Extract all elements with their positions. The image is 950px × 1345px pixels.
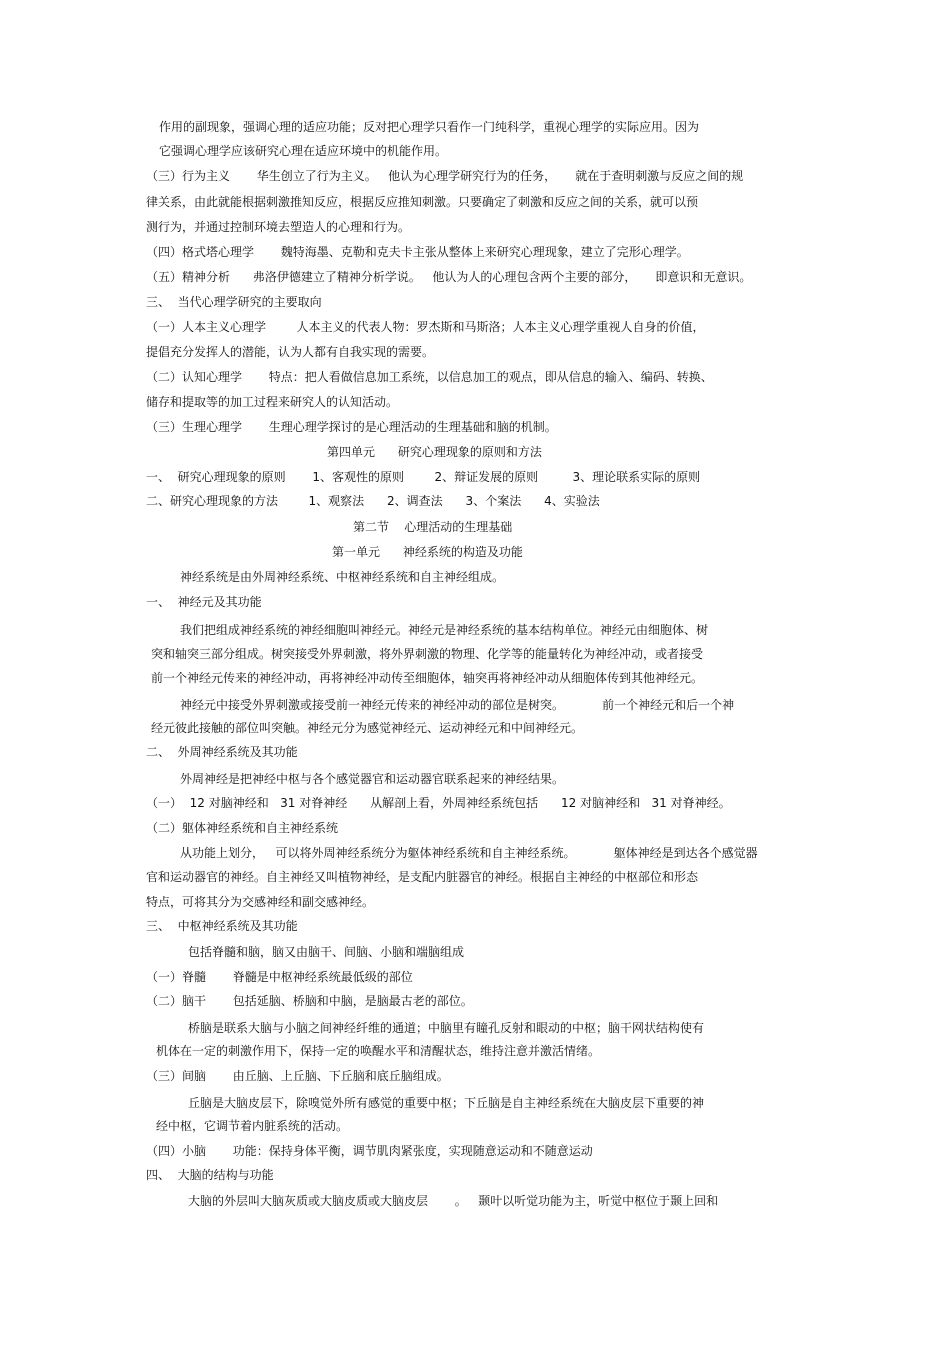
- text-line: 特点，可将其分为交感神经和副交感神经。: [146, 895, 375, 909]
- text-line: 桥脑是联系大脑与小脑之间神经纤维的通道；中脑里有瞳孔反射和眼动的中枢；脑干网状结构使有: [188, 1021, 705, 1035]
- text-line: （一）脊髓 脊髓是中枢神经系统最低级的部位: [146, 970, 413, 984]
- section-heading: 一、 神经元及其功能: [146, 595, 262, 609]
- text-line: （一） 12 对脑神经和 31 对脊神经 从解剖上看，外周神经系统包括 12 对脑神经和 31 对脊神经。: [146, 796, 731, 810]
- text-line: （四）小脑 功能：保持身体平衡，调节肌肉紧张度，实现随意运动和不随意运动: [146, 1144, 593, 1158]
- text-line: 储存和提取等的加工过程来研究人的认知活动。: [146, 395, 399, 409]
- text-line: （三）间脑 由丘脑、上丘脑、下丘脑和底丘脑组成。: [146, 1069, 449, 1083]
- text-line: 机体在一定的刺激作用下，保持一定的唤醒水平和清醒状态，维持注意并激活情绪。: [156, 1044, 601, 1058]
- text-line: 经元彼此接触的部位叫突触。神经元分为感觉神经元、运动神经元和中间神经元。: [151, 721, 584, 735]
- text-line: 从功能上划分， 可以将外周神经系统分为躯体神经系统和自主神经系统。 躯体神经是到达各个感觉器: [180, 846, 758, 860]
- text-line: （五）精神分析 弗洛伊德建立了精神分析学说。 他认为人的心理包含两个主要的部分， 即意识和无意识。: [146, 270, 752, 284]
- section-heading: 三、 当代心理学研究的主要取向: [146, 295, 322, 309]
- text-line: 神经元中接受外界刺激或接受前一神经元传来的神经冲动的部位是树突。 前一个神经元和后一个神: [180, 698, 735, 712]
- text-line: （三）生理心理学 生理心理学探讨的是心理活动的生理基础和脑的机制。: [146, 420, 557, 434]
- section-heading: 第二节 心理活动的生理基础: [353, 520, 513, 534]
- text-line: 突和轴突三部分组成。树突接受外界刺激，将外界刺激的物理、化学等的能量转化为神经冲动，或者接受: [151, 647, 704, 661]
- text-line: 外周神经是把神经中枢与各个感觉器官和运动器官联系起来的神经结果。: [180, 772, 565, 786]
- text-line: 提倡充分发挥人的潜能，认为人都有自我实现的需要。: [146, 345, 435, 359]
- text-line: （二）躯体神经系统和自主神经系统: [146, 821, 339, 835]
- text-line: 我们把组成神经系统的神经细胞叫神经元。神经元是神经系统的基本结构单位。神经元由细胞体、树: [180, 623, 709, 637]
- text-line: 神经系统是由外周神经系统、中枢神经系统和自主神经组成。: [180, 570, 505, 584]
- section-heading: 二、 外周神经系统及其功能: [146, 745, 298, 759]
- text-line: 作用的副现象，强调心理的适应功能；反对把心理学只看作一门纯科学，重视心理学的实际应用。因为: [159, 120, 700, 134]
- text-line: 丘脑是大脑皮层下，除嗅觉外所有感觉的重要中枢；下丘脑是自主神经系统在大脑皮层下重要的神: [188, 1096, 705, 1110]
- section-heading: 三、 中枢神经系统及其功能: [146, 919, 298, 933]
- unit-heading: 第一单元 神经系统的构造及功能: [332, 545, 523, 559]
- text-line: 一、 研究心理现象的原则 1、客观性的原则 2、辩证发展的原则 3、理论联系实际的原则: [146, 470, 701, 484]
- section-heading: 四、 大脑的结构与功能: [146, 1168, 274, 1182]
- text-line: 测行为，并通过控制环境去塑造人的心理和行为。: [146, 220, 411, 234]
- text-line: （三）行为主义 华生创立了行为主义。 他认为心理学研究行为的任务， 就在于查明刺激与反应之间的规: [146, 169, 744, 183]
- unit-heading: 第四单元 研究心理现象的原则和方法: [327, 445, 542, 459]
- text-line: 二、研究心理现象的方法 1、观察法 2、调查法 3、个案法 4、实验法: [146, 494, 600, 508]
- text-line: 包括脊髓和脑，脑又由脑干、间脑、小脑和端脑组成: [188, 945, 465, 959]
- text-line: 它强调心理学应该研究心理在适应环境中的机能作用。: [159, 144, 448, 158]
- text-line: 前一个神经元传来的神经冲动，再将神经冲动传至细胞体，轴突再将神经冲动从细胞体传到其他神经元。: [151, 671, 704, 685]
- text-line: 官和运动器官的神经。自主神经又叫植物神经，是支配内脏器官的神经。根据自主神经的中枢部位和形态: [146, 870, 699, 884]
- text-line: （四）格式塔心理学 魏特海墨、克勒和克夫卡主张从整体上来研究心理现象，建立了完形心理学。: [146, 245, 689, 259]
- text-line: 大脑的外层叫大脑灰质或大脑皮质或大脑皮层 。 颞叶以听觉功能为主，听觉中枢位于颞上回和: [188, 1194, 719, 1208]
- text-line: （二）认知心理学 特点：把人看做信息加工系统，以信息加工的观点，即从信息的输入、编码、转换、: [146, 370, 713, 384]
- text-line: 经中枢，它调节着内脏系统的活动。: [156, 1119, 349, 1133]
- text-line: （二）脑干 包括延脑、桥脑和中脑，是脑最古老的部位。: [146, 994, 473, 1008]
- text-line: 律关系，由此就能根据刺激推知反应，根据反应推知刺激。只要确定了刺激和反应之间的关系，就可以预: [146, 195, 699, 209]
- text-line: （一）人本主义心理学 人本主义的代表人物：罗杰斯和马斯洛；人本主义心理学重视人自身的价值，: [146, 320, 705, 334]
